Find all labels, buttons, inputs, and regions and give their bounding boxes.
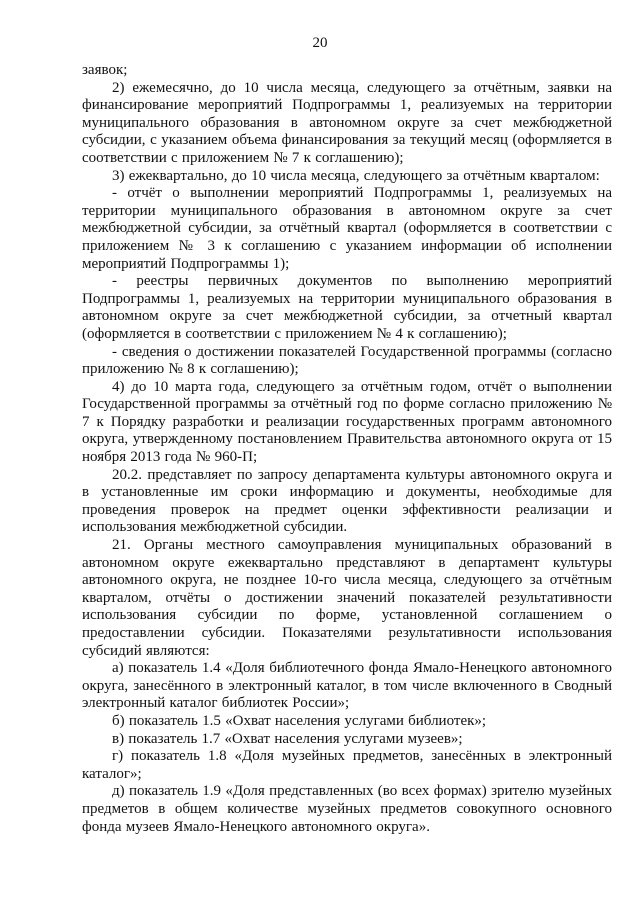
paragraph-indicator-e: д) показатель 1.9 «Доля представленных (во всех формах) зрителю музейных предметов в общем количестве музейных предметов совокупного основного фонда музеев Ямало-Ненецкого автономного округа». <box>82 783 612 835</box>
paragraph-item-4: 4) до 10 марта года, следующего за отчётным годом, отчёт о выполнении Государственной программы за отчётный год по форме согласно приложению № 7 к Порядку разработки и реализации государственных программ автономного округа, утвержденному постановлением Правительства автономного округа от 15 ноября 2013 года № 960-П; <box>82 378 612 466</box>
paragraph-21: 21. Органы местного самоуправления муниципальных образований в автономном округе ежеквартально представляют в департамент культуры автономного округа, не позднее 10-го числа месяца, следующего за отчётным кварталом, отчёты о достижении значений показателей результативности использования субсидии по форме, установленной соглашением о предоставлении субсидии. Показателями результативности использования субсидий являются: <box>82 537 612 659</box>
paragraph-item-3: 3) ежеквартально, до 10 числа месяца, следующего за отчётным кварталом: <box>112 167 600 184</box>
page-number: 20 <box>312 35 328 51</box>
paragraph-registers: - реестры первичных документов по выполнению мероприятий Подпрограммы 1, реализуемых на территории муниципального образования в автономном округе за счет межбюджетной субсидии, за отчетный квартал (оформляется в соответствии с приложением № 4 к соглашению); <box>82 273 612 342</box>
paragraph-indicator-b: б) показатель 1.5 «Охват населения услугами библиотек»; <box>112 712 487 729</box>
paragraph-20-2: 20.2. представляет по запросу департамента культуры автономного округа и в установленные им сроки информацию и документы, необходимые для проведения проверок на предмет оценки эффективности реализации и использования межбюджетной субсидии. <box>82 466 612 536</box>
paragraph-indicator-c: в) показатель 1.7 «Охват населения услугами музеев»; <box>112 730 463 747</box>
paragraph-indicator-a: а) показатель 1.4 «Доля библиотечного фонда Ямало-Ненецкого автономного округа, занесённого в электронный каталог, в том числе включенного в Сводный электронный каталог библиотек России»; <box>82 660 612 712</box>
paragraph-continuation: заявок; <box>82 62 128 78</box>
paragraph-item-2: 2) ежемесячно, до 10 числа месяца, следующего за отчётным, заявки на финансирование мероприятий Подпрограммы 1, реализуемых на территории муниципального образования в автономном округе за счет межбюджетной субсидии, с указанием объема финансирования за текущий месяц (оформляется в соответствии с приложением № 7 к соглашению); <box>82 79 612 166</box>
body-text <box>82 62 612 836</box>
paragraph-indicator-d: г) показатель 1.8 «Доля музейных предметов, занесённых в электронный каталог»; <box>82 748 612 782</box>
paragraph-report-quarterly: - отчёт о выполнении мероприятий Подпрограммы 1, реализуемых на территории муниципального образования в автономном округе за счет межбюджетной субсидии, за отчётный квартал (оформляется в соответствии с приложением № 3 к соглашению с указанием информации об исполнении мероприятий Подпрограммы 1); <box>82 185 612 272</box>
paragraph-indicators-info: - сведения о достижении показателей Государственной программы (согласно приложению № 8 к соглашению); <box>82 343 612 378</box>
